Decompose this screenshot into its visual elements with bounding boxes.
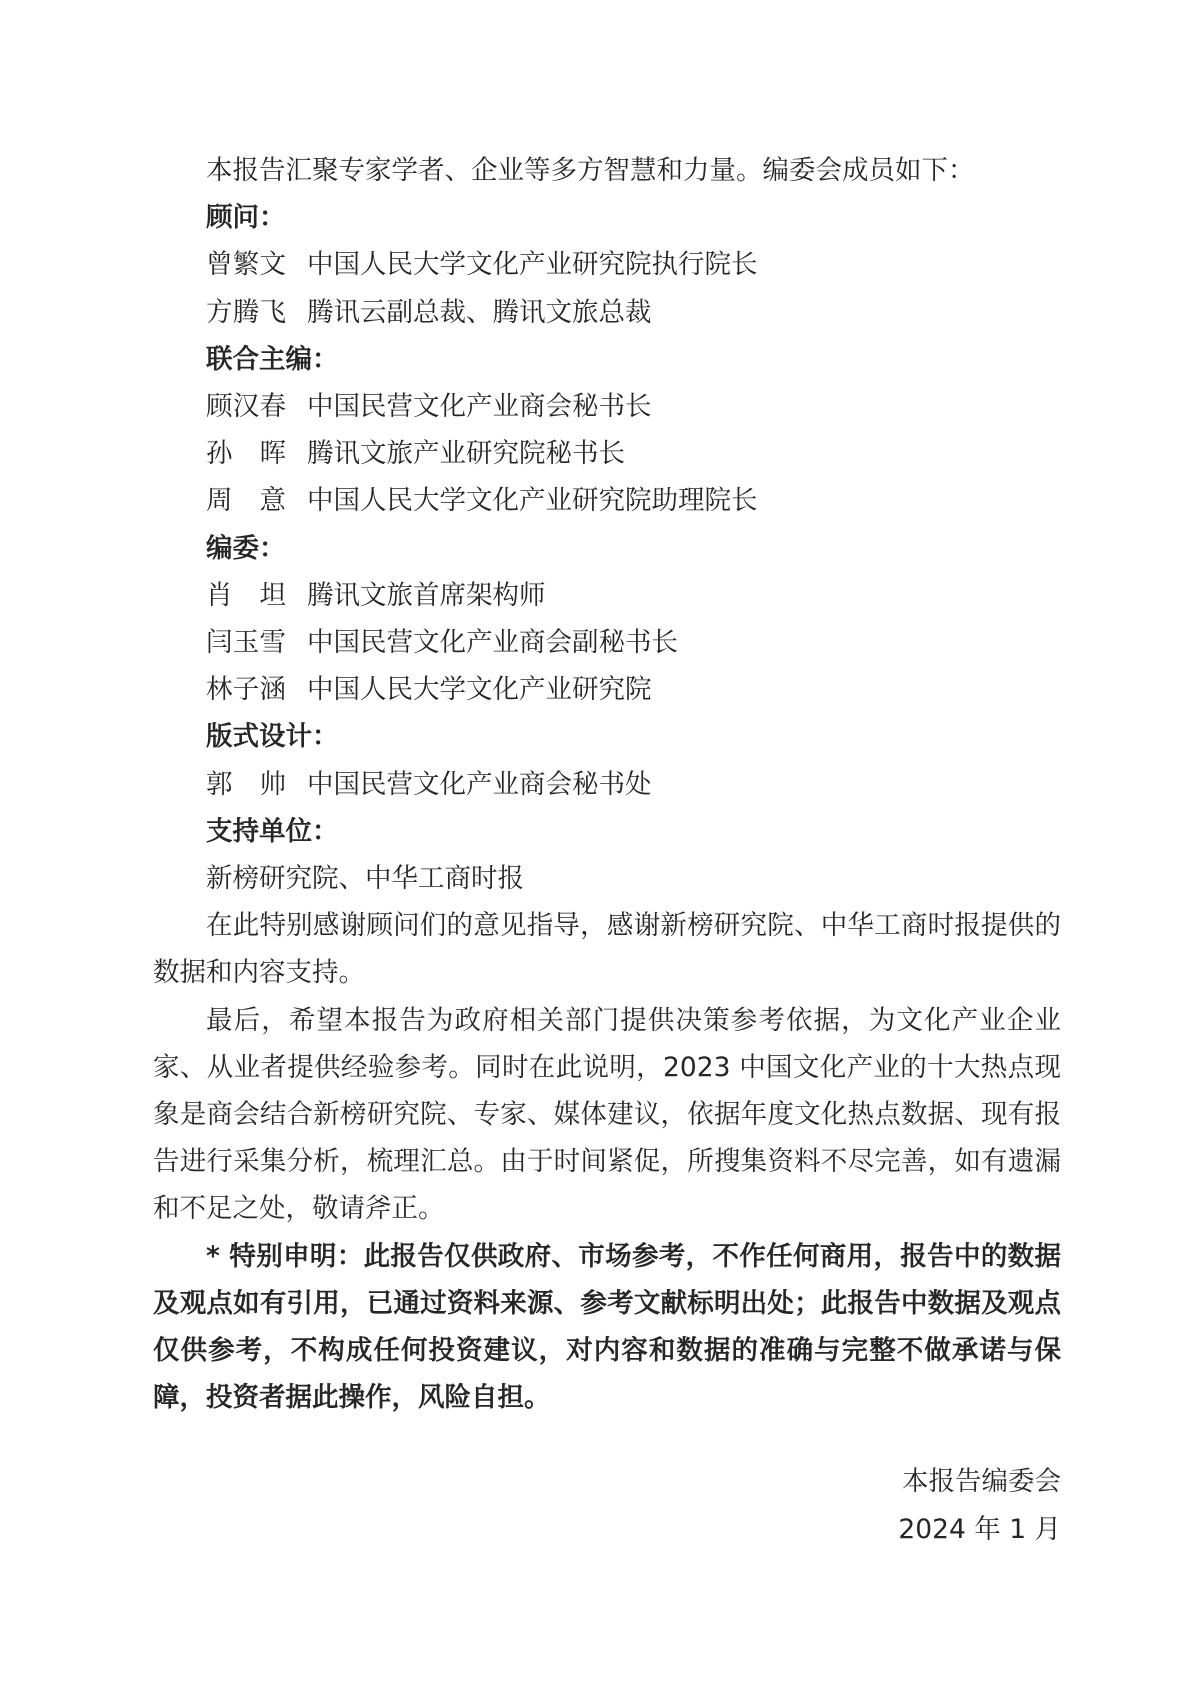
member-row (153, 430, 1061, 477)
member-title: 中国人民大学文化产业研究院助理院长 (307, 485, 758, 517)
member-name: 顾汉春 (206, 391, 286, 423)
member-title: 腾讯文旅首席架构师 (307, 579, 546, 611)
member-title: 中国人民大学文化产业研究院 (307, 674, 652, 706)
member-name: 闫玉雪 (206, 627, 286, 659)
intro-text: 本报告汇聚专家学者、企业等多方智慧和力量。编委会成员如下： (206, 155, 975, 186)
section-heading: 支持单位： (206, 815, 339, 847)
member-row (153, 477, 1061, 524)
member-row (153, 289, 1061, 336)
member-row (153, 383, 1061, 430)
member-name: 肖坦 (206, 579, 286, 611)
member-title: 中国人民大学文化产业研究院执行院长 (307, 249, 758, 281)
member-title: 中国民营文化产业商会秘书长 (307, 391, 652, 423)
member-row (153, 619, 1061, 666)
section-heading: 版式设计： (206, 721, 339, 753)
signature-org: 本报告编委会 (902, 1466, 1061, 1498)
disclaimer-paragraph: * 特别申明：此报告仅供政府、市场参考，不作任何商用，报告中的数据及观点如有引用，已通过资料来源、参考文献标明出处；此报告中数据及观点仅供参考，不构成任何投资建议，对内容和数据的准确与完整不做承诺与保障，投资者据此操作，风险自担。 (153, 1240, 1061, 1414)
member-row (153, 761, 1061, 808)
member-name: 周意 (206, 485, 286, 517)
thanks-paragraph: 在此特别感谢顾问们的意见指导，感谢新榜研究院、中华工商时报提供的数据和内容支持。 (153, 910, 1061, 989)
signature-date: 2024 年 1 月 (898, 1513, 1061, 1545)
section-heading: 联合主编： (206, 343, 339, 375)
section-text: 新榜研究院、中华工商时报 (206, 863, 524, 895)
member-title: 腾讯文旅产业研究院秘书长 (307, 438, 625, 470)
member-row (153, 572, 1061, 619)
member-title: 腾讯云副总裁、腾讯文旅总裁 (307, 296, 652, 328)
section-heading: 顾问： (206, 202, 286, 234)
member-name: 方腾飞 (206, 296, 286, 328)
member-name: 孙晖 (206, 438, 286, 470)
member-name: 曾繁文 (206, 249, 286, 281)
member-title: 中国民营文化产业商会秘书处 (307, 768, 652, 800)
member-name: 郭帅 (206, 768, 286, 800)
member-title: 中国民营文化产业商会副秘书长 (307, 627, 678, 659)
member-row (153, 241, 1061, 288)
member-row (153, 666, 1061, 713)
editorial-board (153, 194, 1061, 902)
section-heading: 编委： (206, 532, 286, 564)
closing-paragraph: 最后，希望本报告为政府相关部门提供决策参考依据，为文化产业企业家、从业者提供经验参考。同时在此说明，2023 中国文化产业的十大热点现象是商会结合新榜研究院、专家、媒体建议，依据年度文化热点数据、现有报告进行采集分析，梳理汇总。由于时间紧促，所搜集资料不尽完善，如有遗漏和不足之处，敬请斧正。 (153, 1004, 1061, 1225)
document-page (153, 147, 1061, 1553)
member-name: 林子涵 (206, 674, 286, 706)
